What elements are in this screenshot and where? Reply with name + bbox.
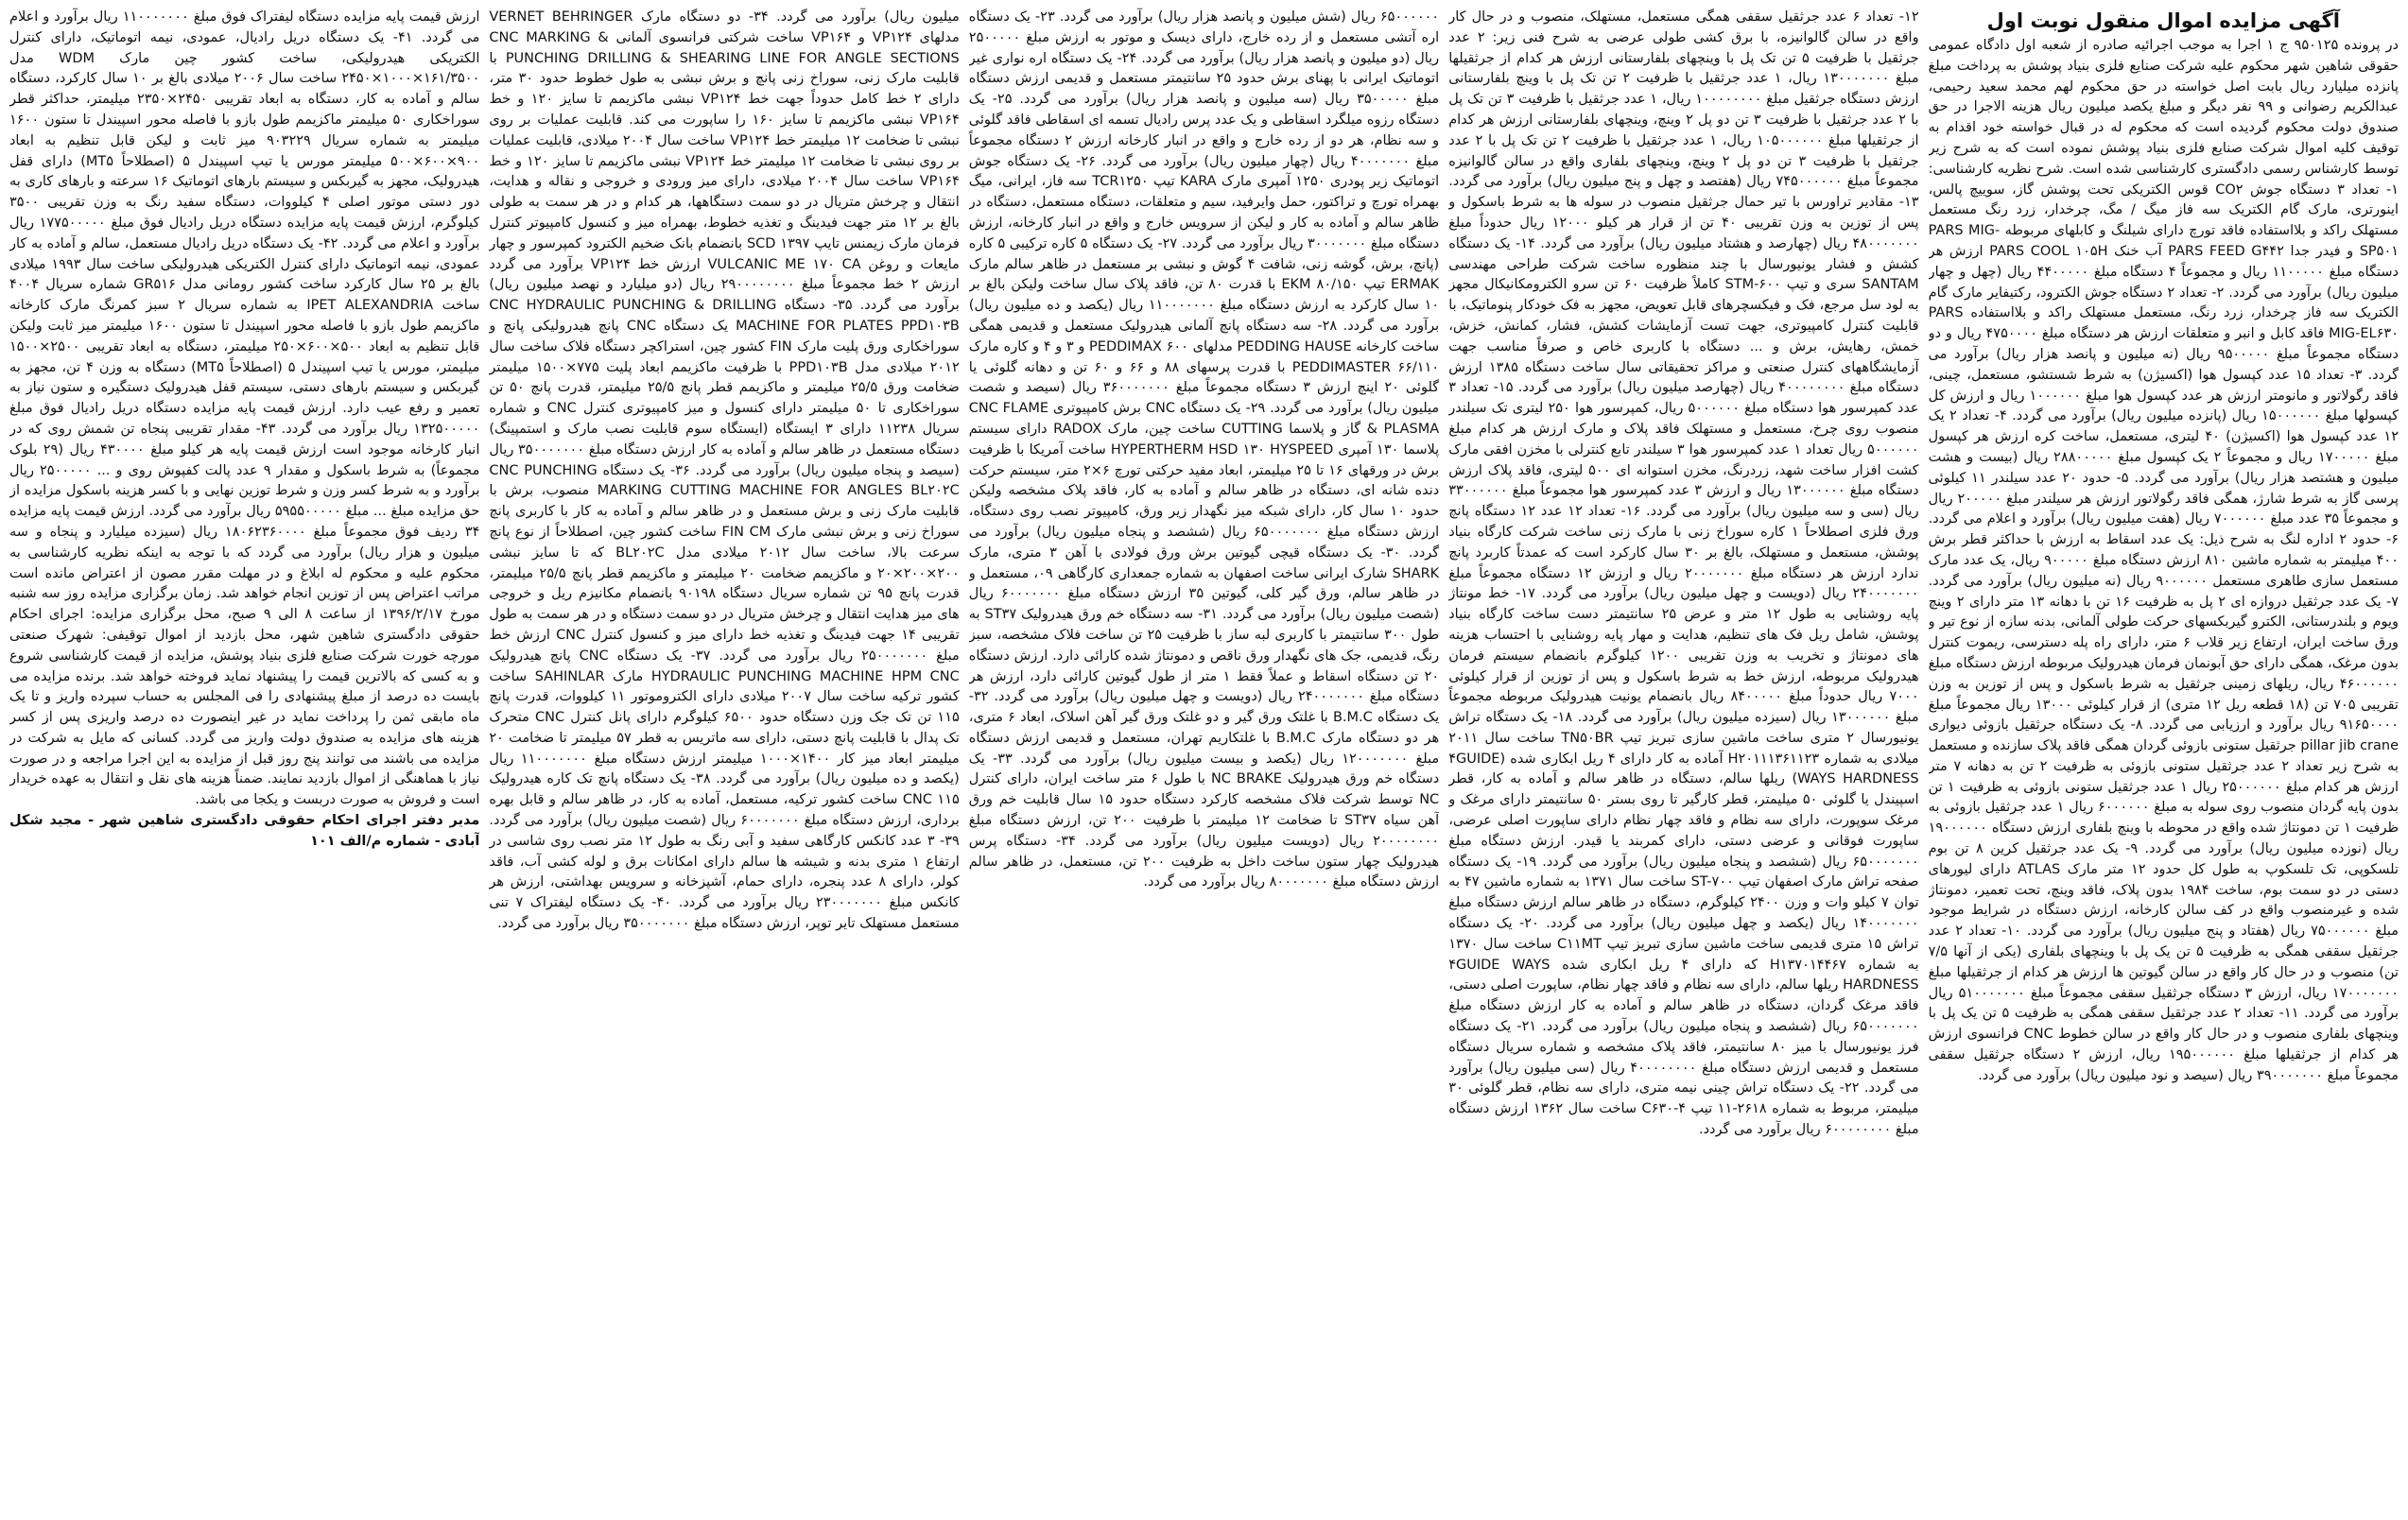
notice-column-3-text: ۶۵۰۰۰۰۰۰ ریال (شش میلیون و پانصد هزار ریال) برآورد می گردد. ۲۳- یک دستگاه اره آتشی مستعمل و از رده خارج، دارای دیسک و موتور به ارزش مبلغ ۲۵۰۰۰۰۰ ریال (دو میلیون و پانصد هزار ریال) برآورد می گردد. ۲۴- یک دستگاه اره نواری غیر اتوماتیک ایرانی با پهنای برش حدود ۲۵ سانتیمتر مستعمل و قدیمی ارزش دستگاه مبلغ ۳۵۰۰۰۰۰ ریال (سه میلیون و پانصد هزار ریال) برآورد می گردد. ۲۵- یک دستگاه رزوه میلگرد اسقاطی و یک عدد پرس رادیال تسمه ای اسقاطی فاقد گلوئی و سه نظام، هر دو از رده خارج و واقع در انبار کارخانه ارزش ۲ دستگاه مجموعاً مبلغ ۴۰۰۰۰۰۰۰ ریال (چهار میلیون ریال) برآورد می گردد. ۲۶- یک دستگاه جوش اتوماتیک زیر پودری ۱۲۵۰ آمپری مارک KARA تیپ TCR۱۲۵۰ سه فاز، ایرانی، میگ بهمراه تورچ و تراکتور، حمل وایرفید، سیم و متعلقات، دستگاه مستعمل، دستگاه در ظاهر سالم و آماده به کار و لیکن از سرویس خارج و واقع در انبار کارخانه، ارزش دستگاه مبلغ ۳۰۰۰۰۰۰۰ ریال برآورد می گردد. ۲۷- یک دستگاه ۵ کاره ترکیبی ۵ کاره (پانچ، برش، گوشه زنی، شافت ۴ گوش و نبشی بر مستعمل در ظاهر سالم مارک ERMAK تیپ EKM ۸۰/۱۵۰ با قدرت ۸۰ تن، فاقد پلاک سال ساخت ولیکن بالغ بر ۱۰ سال کارکرد به ارزش دستگاه مبلغ ۱۱۰۰۰۰۰۰۰ ریال (یکصد و ده میلیون ریال) برآورد می گردد. ۲۸- سه دستگاه پانچ آلمانی هیدرولیک مستعمل و قدیمی همگی ساخت کارخانه PEDDING HAUSE مدلهای PEDDIMAX ۶۰۰ و ۳ و ۴ و کاره مارک PEDDIMASTER ۶۶/۱۱۰ با قدرت پرسهای ۸۸ و ۶۶ و ۶۰ تن و دهانه گلوئی یا گلوئی ۲۰ اینچ ارزش ۳ دستگاه مجموعاً مبلغ ۳۶۰۰۰۰۰۰۰ ریال (سیصد و شصت میلیون ریال) برآورد می گردد. ۲۹- یک دستگاه CNC برش کامپیوتری CNC FLAME & PLASMA گاز و پلاسما CUTTING ساخت چین، مارک RADOX دارای سیستم پلاسما ۱۳۰ آمپری HYPERTHERM HSD ۱۳۰ HYSPEED ساخت آمریکا با ظرفیت برش در ورقهای ۱۶ تا ۲۵ میلیمتر، ابعاد مفید حرکتی تورچ ۶×۲ متر، سیستم حرکت دنده شانه ای، دستگاه در ظاهر سالم و آماده به کار، فاقد پلاک مشخصه ولیکن حدود ۱۰ سال کار، دارای شبکه میز نگهدار زیر ورق، کامپیوتر نصب روی دستگاه، ارزش دستگاه مبلغ ۶۵۰۰۰۰۰۰۰ ریال (ششصد و پنجاه میلیون ریال) برآورد می گردد. ۳۰- یک دستگاه قیچی گیوتین برش ورق فولادی با آهن ۳ متری، مارک SHARK شارک ایرانی ساخت اصفهان به شماره جمعداری کارگاهی ۰۹، مستعمل و در ظاهر سالم، ورق گیر کلی، گیوتین ۳۵ ارزش دستگاه مبلغ ۶۰۰۰۰۰۰۰ ریال (شصت میلیون ریال) برآورد می گردد. ۳۱- سه دستگاه خم ورق هیدرولیک ST۳۷ به طول ۳۰۰ سانتیمتر با کاربری لبه ساز با ظرفیت ۲۵ تن ساخت فلاک مشخصه، سبز رنگ، قدیمی، جک های نگهدار ورق ناقص و دمونتاژ شده کارائی دارد. ارزش دستگاه ۲۰ تن دستگاه اسقاط و عملاً فقط ۱ متر از طول گیوتین کارائی دارد، ارزش هر دستگاه مبلغ ۲۴۰۰۰۰۰۰۰ ریال (دویست و چهل میلیون ریال) برآورد می گردد. ۳۲- یک دستگاه B.M.C با غلتک ورق گیر و دو غلتک ورق گیر آهن اسلاک، ابعاد ۶ متری، هر دو دستگاه مارک B.M.C با غلتکاریم تهران، مستعمل و قدیمی ارزش دستگاه مبلغ ۱۲۰۰۰۰۰۰۰ ریال (یکصد و بیست میلیون ریال) برآورد می گردد. ۳۳- یک دستگاه خم ورق هیدرولیک NC BRAKE با طول ۶ متر ساخت ایران، دارای کنترل NC توسط شرکت فلاک مشخصه کارکرد دستگاه حدود ۱۵ سال قابلیت خم ورق آهن سیاه ST۳۷ تا ضخامت ۱۲ میلیمتر با ظرفیت ۲۰۰ تن، ارزش دستگاه مبلغ ۲۰۰۰۰۰۰۰۰ ریال (دویست میلیون ریال) برآورد می گردد. ۳۴- دستگاه پرس هیدرولیک چهار ستون ساخت داخل به ظرفیت ۲۰۰ تن، مستعمل، در ظاهر سالم ارزش دستگاه مبلغ ۸۰۰۰۰۰۰۰ ریال برآورد می گردد. bbox=[968, 9, 1440, 890]
notice-column-4-text: میلیون ریال) برآورد می گردد. ۳۴- دو دستگاه مارک VERNET BEHRINGER مدلهای VP۱۲۴ و VP۱۶۴ ساخت شرکتی فرانسوی آلمانی & CNC MARKING PUNCHING DRILLING & SHEARING LINE FOR ANGLE SECTIONS با قابلیت مارک زنی، سوراخ زنی پانچ و برش نبشی به طول خطوط حدود ۳۰ متر، دارای ۲ خط کامل حدوداً جهت خط VP۱۲۴ نبشی ماکزیمم تا سایز ۱۲۰ و خط VP۱۶۴ نبشی ماکزیمم تا سایز ۱۶۰ را ساپورت می کند. قابلیت عملیات بر روی نبشی تا ضخامت ۱۲ میلیمتر خط VP۱۲۴ ساخت سال ۲۰۰۴ میلادی، قابلیت عملیات بر روی نبشی تا ضخامت ۱۲ میلیمتر خط VP۱۲۴ نبشی ماکزیمم تا سایز ۱۲۰ و خط VP۱۶۴ ساخت سال ۲۰۰۴ میلادی، دارای میز ورودی و خروجی و نقاله و هدایت، انتقال و چرخش متریال در دو سمت دستگاهها، هر کدام و در هر سمت به طولی بالغ بر ۱۲ متر جهت فیدینگ و تغذیه خطوط، بهمراه میز و کنسول کامپیوتر کنترل فرمان مارک زیمنس تایپ SCD ۱۳۹۷ بانضمام بانک ضخیم الکترود کمپرسور و چهار مایعات و روغن VULCANIC ME ۱۷۰ CA ارزش خط VP۱۲۴ برآورد می گردد ارزش ۲ خط مجموعاً مبلغ ۲۹۰۰۰۰۰۰۰۰ ریال (دو میلیارد و نهصد میلیون ریال) برآورد می گردد. ۳۵- دستگاه CNC HYDRAULIC PUNCHING & DRILLING MACHINE FOR PLATES PPD۱۰۳B یک دستگاه CNC پانچ هیدرولیکی پانچ و سوراخکاری ورق پلیت مارک FIN کشور چین، استراکچر دستگاه فلاک ساخت سال ۲۰۱۲ میلادی مدل PPD۱۰۳B با ظرفیت ماکزیمم ابعاد پلیت ۷۷۵×۱۵۰۰ میلیمتر ضخامت ورق ۲۵/۵ میلیمتر و ماکزیمم قطر پانچ ۲۵/۵ میلیمتر، قدرت پانچ ۵۰ تن سوراخکاری تا ۵۰ میلیمتر دارای کنسول و میز کامپیوتری کنترل CNC و شماره سریال ۱۱۲۳۸ دارای ۳ ایستگاه (ایستگاه سوم قابلیت نصب مارک و استمپینگ) دستگاه مستعمل در ظاهر سالم و آماده به کار ارزش دستگاه مبلغ ۳۵۰۰۰۰۰۰۰ ریال (سیصد و پنجاه میلیون ریال) برآورد می گردد. ۳۶- یک دستگاه CNC PUNCHING MARKING CUTTING MACHINE FOR ANGLES BL۲۰۲C منصوب، برش با قابلیت مارک زنی و برش مستعمل و در ظاهر سالم و آماده به کار با کاربری پانچ سوراخ زنی و برش نبشی مارک FIN CM ساخت کشور چین، اصطلاحاً از نوع پانچ سرعت بالا، ساخت سال ۲۰۱۲ میلادی مدل BL۲۰۲C که تا سایز نبشی ۲۰۰×۲۰۰×۲۰ و ماکزیمم ضخامت ۲۰ میلیمتر و ماکزیمم قطر پانچ ۲۵/۵ میلیمتر، قدرت پانچ ۹۵ تن شماره سریال دستگاه ۹۰۱۹۸ بانضمام مکانیزم ریل و خروجی های میز هدایت انتقال و چرخش متریال در دو سمت دستگاه و در هر سمت به طول تقریبی ۱۴ جهت فیدینگ و تغذیه خط دارای میز و کنسول کنترل CNC ارزش خط مبلغ ۲۵۰۰۰۰۰۰۰ ریال برآورد می گردد. ۳۷- یک دستگاه CNC پانچ هیدرولیک HYDRAULIC PUNCHING MACHINE HPM CNC مارک SAHINLAR ساخت کشور ترکیه ساخت سال ۲۰۰۷ میلادی دارای الکتروموتور ۱۱ کیلووات، قدرت پانچ ۱۱۵ تن تک جک وزن دستگاه حدود ۶۵۰۰ کیلوگرم دارای پانل کنترل CNC متحرک تک پدال با قابلیت پانچ دستی، دارای سه ماتریس به قطر ۵۷ میلیمتر تا ضخامت ۲۰ میلیمتر ابعاد میز کار ۱۴۰۰×۱۰۰۰ میلیمتر ارزش دستگاه مبلغ ۱۱۰۰۰۰۰۰۰ ریال (یکصد و ده میلیون ریال) برآورد می گردد. ۳۸- یک دستگاه پانچ تک کاره هیدرولیک ۱۱۵ CNC ساخت کشور ترکیه، مستعمل، آماده به کار، در ظاهر سالم و قابل بهره برداری، ارزش دستگاه مبلغ ۶۰۰۰۰۰۰۰ ریال (شصت میلیون ریال) برآورد می گردد. ۳۹- ۳ عدد کانکس کارگاهی سفید و آبی رنگ به طول ۱۲ متر نصب روی شاسی در ارتفاع ۱ متری بدنه و شیشه ها سالم دارای امکانات برق و لوله کشی آب، فاقد کولر، دارای ۸ عدد پنجره، دارای حمام، آشپزخانه و سرویس بهداشتی، ارزش هر کانکس مبلغ ۲۳۰۰۰۰۰۰۰ ریال برآورد می گردد. ۴۰- یک دستگاه لیفتراک ۷ تنی مستعمل مستهلک تایر توپر، ارزش دستگاه مبلغ ۳۵۰۰۰۰۰۰۰ ریال برآورد می گردد. bbox=[489, 9, 960, 932]
notice-column-3 bbox=[969, 8, 1439, 1512]
notice-columns bbox=[9, 8, 2399, 1512]
notice-column-1-text: در پرونده ۹۵۰۱۲۵ ج ۱ اجرا به موجب اجرائیه صادره از شعبه اول دادگاه عمومی حقوقی شاهین شهر محکوم علیه شرکت صنایع فلزی بنیاد پوشش به پرداخت مبلغ پانزده میلیارد ریال بابت اصل خواسته در حق محکوم لهم محمد سعید رحیمی، عبدالکریم رضوانی و ۹۹ نفر دیگر و مبلغ یکصد میلیون ریال هزینه الاجرا در حق صندوق دولت محکوم گردیده است که محکوم له در قبال خواسته خود اقدام به توقیف کلیه اموال شرکت صنایع فلزی بنیاد پوشش نموده است که به شرح زیر توسط کارشناس رسمی دادگستری کارشناسی شده است. شرح نظریه کارشناسی: ۱- تعداد ۳ دستگاه جوش CO۲ قوس الکتریکی تحت پوشش گاز، سوییچ پالس، اینورتری، مارک گام الکتریک سه فاز میگ / مگ، چرخدار، زرد رنگ مستعمل مستهلک راکد و بلااستفاده فاقد تورچ دارای شیلنگ و کابلهای مربوطه PARS MIG-SP۵۰۱ و فیدر جدا PARS FEED G۴۴۲ آب خنک PARS COOL ۱۰۵H ارزش هر دستگاه مبلغ ۱۱۰۰۰۰۰ ریال و مجموعاً ۴ دستگاه مبلغ ۴۴۰۰۰۰۰ ریال (چهل و چهار میلیون ریال) برآورد می گردد. ۲- تعداد ۲ دستگاه جوش الکترود، رکتیفایر مارک گام الکتریک سه فاز چرخدار، زرد رنگ، مستعمل مستهلک راکد و بلااستفاده PARS MIG-EL۶۳۰ فاقد کابل و انبر و متعلقات ارزش هر دستگاه مبلغ ۴۷۵۰۰۰۰ ریال و دو دستگاه مجموعاً مبلغ ۹۵۰۰۰۰۰ ریال (نه میلیون و پانصد هزار ریال) برآورد می گردد. ۳- تعداد ۱۵ عدد کپسول هوا (اکسیژن) به شرط شستشو، مستعمل، چینی، فاقد رگولاتور و مانومتر ارزش هر عدد کپسول هوا مبلغ ۱۰۰۰۰۰۰ ریال و ارزش کل کپسولها مبلغ ۱۵۰۰۰۰۰۰ ریال (پانزده میلیون ریال) برآورد می گردد. ۴- تعداد ۲ یک ۱۲ عدد کپسول هوا (اکسیژن) ۴۰ لیتری، مستعمل، ساخت کره ارزش هر کپسول مبلغ ۱۷۰۰۰۰۰ ریال و مجموعاً ۲ یک کپسول مبلغ ۲۸۸۰۰۰۰۰ ریال (بیست و هشت میلیون و هشتصد هزار ریال) برآورد می گردد. ۵- حدود ۲۰ عدد سیلندر ۱۱ کیلوئی پرسی گاز به شرط شارژ، همگی فاقد رگولاتور ارزش هر سیلندر مبلغ ۲۰۰۰۰۰ ریال و مجموعاً ۳۵ عدد مبلغ ۷۰۰۰۰۰۰ ریال (هفت میلیون ریال) برآورد و اعلام می گردد. ۶- حدود ۲ اداره لنگ به شرح ذیل: یک عدد اسقاط به ارزش با حداکثر قطر برش ۴۰۰ میلیمتر به شماره ماشین ۸۱۰ ارزش دستگاه مبلغ ۹۰۰۰۰۰ ریال، یک عدد مارک مستعمل سازی طاهری مستعمل ۹۰۰۰۰۰۰ ریال (نه میلیون ریال) برآورد می گردد. ۷- یک عدد جرثقیل دروازه ای ۲ پل به ظرفیت ۱۶ تن با دهانه ۱۳ متر دارای ۲ وینچ ویوم و بلندرستانی، الکترو گیربکسهای حرکت طولی آلمانی، بدنه سازه از نوع تیر و ورق ساخت ایران، ارتفاع زیر قلاب ۶ متر، دارای راه پله دسترسی، ریموت کنترل بدون مرغک، همگی دارای حق آبونمان فرمان هیدرولیک مربوطه ارزش دستگاه مبلغ ۴۶۰۰۰۰۰۰ ریال، ریلهای زمینی جرثقیل به شرط باسکول و پس از توزین به وزن تقریبی ۷۰۵ تن (۱۸ قطعه ریل ۱۲ متری) از قرار کیلوئی ۱۳۰۰۰ ریال مجموعاً مبلغ ۹۱۶۵۰۰۰۰ ریال برآورد و ارزیابی می گردد. ۸- یک دستگاه جرثقیل بازوئی دیواری pillar jib crane جرثقیل ستونی بازوئی گردان همگی فاقد پلاک سازنده و مستعمل به شرح زیر تعداد ۲ عدد جرثقیل ستونی بازوئی به ظرفیت ۲ تن به دهانه ۷ متر ارزش هر کدام مبلغ ۲۵۰۰۰۰۰۰ ریال ۱ عدد جرثقیل ستونی بازوئی به ظرفیت ۱ تن بدون پایه گردان منصوب روی سوله به مبلغ ۶۰۰۰۰۰۰ ریال ۱ عدد جرثقیل بازوئی به ظرفیت ۱ تن دمونتاژ شده واقع در محوطه با وینچ بلفاری ارزش دستگاه ۱۹۰۰۰۰۰۰ ریال (نوزده میلیون ریال) برآورد می گردد. ۹- یک عدد جرثقیل کرین ۸ تن بوم تلسکوپی، تک تلسکوپ به طول کل حدود ۱۲ متر مارک ATLAS دارای لیورهای دستی در دو سمت بوم، ساخت ۱۹۸۴ بدون پلاک، فاقد وینچ، تحت تعمیر، دمونتاژ شده و غیرمنصوب واقع در کف سالن کارخانه، ارزش دستگاه در شرایط موجود مبلغ ۷۵۰۰۰۰۰۰ ریال (هفتاد و پنج میلیون ریال) برآورد می گردد. ۱۰- تعداد ۲ عدد جرثقیل سقفی همگی به ظرفیت ۵ تن یک پل با وینچهای بلفاری (یکی از آنها ۷/۵ تن) منصوب و در حال کار واقع در سالن گیوتین ها ارزش هر کدام از جرثقیلها مبلغ ۱۷۰۰۰۰۰۰۰ ریال، ارزش ۳ دستگاه جرثقیل سقفی مجموعاً مبلغ ۵۱۰۰۰۰۰۰۰ ریال برآورد می گردد. ۱۱- تعداد ۲ عدد جرثقیل سقفی همگی به ظرفیت ۵ تن یک پل با وینچهای بلفاری منصوب و در حال کار واقع در سالن خطوط CNC فرانسوی ارزش هر کدام از جرثقیلها مبلغ ۱۹۵۰۰۰۰۰۰ ریال، ارزش ۲ دستگاه جرثقیل سقفی مجموعاً مبلغ ۳۹۰۰۰۰۰۰۰ ریال (سیصد و نود میلیون ریال) برآورد می گردد. bbox=[1928, 38, 2399, 1083]
notice-column-2 bbox=[1448, 8, 1918, 1512]
notice-signature: مدیر دفتر اجرای احکام حقوقی دادگستری شاهین شهر - مجید شکل آبادی - شماره م/الف ۱۰۱ bbox=[9, 813, 480, 849]
notice-column-2-text: ۱۲- تعداد ۶ عدد جرثقیل سقفی همگی مستعمل، مستهلک، منصوب و در حال کار واقع در سالن گالوانیزه، با برق کشی طولی عرضی به شرح فنی زیر: ۲ عدد جرثقیل با ظرفیت ۵ تن تک پل با وینچهای بلفارستانی ارزش هر کدام از جرثقیلها مبلغ ۱۳۰۰۰۰۰۰۰ ریال، ۱ عدد جرثقیل با ظرفیت ۲ تن تک پل با وینچ بلفارستانی ارزش دستگاه جرثقیل مبلغ ۱۰۰۰۰۰۰۰۰ ریال، ۱ عدد جرثقیل با ظرفیت ۳ تن تک پل با ۲ عدد جرثقیل با ظرفیت ۳ تن دو پل ۲ وینچ، وینچهای بلفارستانی ارزش هر کدام از جرثقیلها مبلغ ۱۰۵۰۰۰۰۰۰ ریال، ۱ عدد جرثقیل با ظرفیت ۲ تن تک پل با ۲ عدد جرثقیل با ظرفیت ۳ تن دو پل ۲ وینچ، وینچهای بلفاری واقع در سالن گالوانیزه مجموعاً مبلغ ۷۴۵۰۰۰۰۰۰ ریال (هفتصد و چهل و پنج میلیون ریال) برآورد می گردد. ۱۳- مقادیر تراورس با تیر حمال جرثقیل منصوب در سوله ها به شرط باسکول و پس از توزین به وزن تقریبی ۴۰ تن از قرار هر کیلو ۱۲۰۰۰ ریال حدوداً مبلغ ۴۸۰۰۰۰۰۰۰ ریال (چهارصد و هشتاد میلیون ریال) برآورد می گردد. ۱۴- یک دستگاه کشش و فشار یونیورسال با چند منظوره ساخت شرکت طراحی مهندسی SANTAM سری و تیپ STM-۶۰۰ کاملاً ظرفیت ۶۰ تن سرو الکترومکانیکال مجهز به لود سل مرجع، فک و فیکسچرهای قابل تعویض، مجهز به فک خودکار پنوماتیک، با قابلیت کنترل کامپیوتری، جهت تست آزمایشات کشش، فشار، کمانش، خزش، خمش، رهایش، برش و ... دستگاه با کاربری خاص و صرفاً مناسب جهت آزمایشگاههای کنترل صنعتی و مراکز تحقیقاتی سال ساخت دستگاه ۱۳۸۵ ارزش دستگاه مبلغ ۴۰۰۰۰۰۰۰۰ ریال (چهارصد میلیون ریال) برآورد می گردد. ۱۵- تعداد ۳ عدد کمپرسور هوا دستگاه مبلغ ۵۰۰۰۰۰۰ ریال، کمپرسور هوا ۲۵۰ لیتری تک سیلندر منصوب روی چرخ، مستعمل و مستهلک فاقد پلاک و مارک ارزش هر کدام مبلغ ۵۰۰۰۰۰۰ ریال تعداد ۱ عدد کمپرسور هوا ۳ سیلندر تابع کنترلی با مخزن افقی مارک کشت افزار ساخت شهد، زردرنگ، مخزن استوانه ای ۵۰۰ لیتری، فاقد پلاک ارزش دستگاه مبلغ ۱۳۰۰۰۰۰۰ ریال و ارزش ۳ عدد کمپرسور هوا مجموعاً مبلغ ۳۳۰۰۰۰۰۰ ریال (سی و سه میلیون ریال) برآورد می گردد. ۱۶- تعداد ۱۲ عدد ۱۲ دستگاه پانچ ورق فلزی اصطلاحاً ۱ کاره سوراخ زنی با مارک زنی ساخت شرکت کارگاه بنیاد پوشش، مستعمل و مستهلک، بالغ بر ۳۰ سال کارکرد است که عمدتاً کاربرد پانچ ندارد ارزش هر دستگاه مبلغ ۲۰۰۰۰۰۰۰ ریال و ارزش ۱۲ دستگاه مجموعاً مبلغ ۲۴۰۰۰۰۰۰۰ ریال (دویست و چهل میلیون ریال) برآورد می گردد. ۱۷- خط مونتاژ پایه روشنایی به طول ۱۲ متر و عرض ۲۵ سانتیمتر دست ساخت کارگاه بنیاد پوشش، شامل ریل فک های تنظیم، هدایت و مهار پایه روشنایی با احتساب هزینه های دمونتاژ و تخریب به وزن تقریبی ۱۲۰۰ کیلوگرم بانضمام سیستم فرمان هیدرولیک مربوطه، ارزش خط به شرط باسکول و پس از توزین از قرار کیلوئی ۷۰۰۰ ریال حدوداً مبلغ ۸۴۰۰۰۰۰ ریال بانضمام یونیت هیدرولیک مربوطه مجموعاً مبلغ ۱۳۰۰۰۰۰۰ ریال (سیزده میلیون ریال) برآورد می گردد. ۱۸- یک دستگاه تراش یونیورسال ۲ متری ساخت ماشین سازی تبریز تیپ TN۵۰BR ساخت سال ۲۰۱۱ میلادی به شماره H۲۰۱۱۱۳۶۱۱۲۳ آماده به کار دارای ۴ ریل ابکاری شده (۴GUIDE WAYS HARDNESS) ریلها سالم، دستگاه در ظاهر سالم و آماده به کار، قطر اسپیندل یا گلوئی ۵۰ میلیمتر، قطر کارگیر تا روی بستر ۵۰ سانتیمتر دارای مرغک و مرغک سوپورت، دارای سه نظام و فاقد چهار نظام دارای ساپورت اصلی عرضی، ساپورت فوقانی و عرضی دستی، دارای کمربند یا قیدر. ارزش دستگاه مبلغ ۶۵۰۰۰۰۰۰۰ ریال (ششصد و پنجاه میلیون ریال) برآورد می گردد. ۱۹- یک دستگاه صفحه تراش مارک اصفهان تیپ ST-۷۰۰ ساخت سال ۱۳۷۱ به شماره ماشین ۴۷ به توان ۷ کیلو وات و وزن ۲۴۰۰ کیلوگرم، دستگاه در ظاهر سالم ارزش دستگاه مبلغ ۱۴۰۰۰۰۰۰۰ ریال (یکصد و چهل میلیون ریال) برآورد می گردد. ۲۰- یک دستگاه تراش ۱۵ متری قدیمی ساخت ماشین سازی تبریز تیپ C۱۱MT ساخت سال ۱۳۷۰ به شماره H۱۳۷۰۱۴۴۶۷ که دارای ۴ ریل ابکاری شده ۴GUIDE WAYS HARDNESS ریلها سالم، دارای سه نظام و فاقد چهار نظام، ساپورت اصلی دستی، فاقد مرغک گردان، دستگاه در ظاهر سالم و آماده به کار ارزش دستگاه مبلغ ۶۵۰۰۰۰۰۰۰ ریال (ششصد و پنجاه میلیون ریال) برآورد می گردد. ۲۱- یک دستگاه فرز یونیورسال با میز ۸۰ سانتیمتر، فاقد پلاک مشخصه و شماره سریال دستگاه مستعمل و قدیمی ارزش دستگاه مبلغ ۴۰۰۰۰۰۰۰۰ ریال (سی میلیون ریال) برآورد می گردد. ۲۲- یک دستگاه تراش چینی نیمه متری، دارای سه نظام، قطر گلوئی ۳۰ میلیمتر، مربوط به شماره ۲۶۱۸-۱۱ تیپ C۶۳۰-۴ ساخت سال ۱۳۶۲ ارزش دستگاه مبلغ ۶۰۰۰۰۰۰۰۰ ریال برآورد می گردد. bbox=[1448, 9, 1919, 1138]
notice-column-1 bbox=[1929, 8, 2399, 1512]
notice-column-4 bbox=[489, 8, 959, 1512]
notice-heading: آگهی مزایده اموال منقول نوبت اول bbox=[1986, 9, 2340, 32]
notice-column-5 bbox=[9, 8, 479, 1512]
notice-column-5-text: ارزش قیمت پایه مزایده دستگاه لیفتراک فوق مبلغ ۱۱۰۰۰۰۰۰۰ ریال برآورد و اعلام می گردد. ۴۱- یک دستگاه دریل رادیال، عمودی، نیمه اتوماتیک، دارای کنترل الکتریکی هیدرولیکی، ساخت کشور چین مارک WDM مدل ۱۶۱/۳۵۰۰×۱۰۰۰×۲۴۵۰ ساخت سال ۲۰۰۶ میلادی بالغ بر ۱۰ سال کارکرد، دستگاه سالم و آماده به کار، دستگاه به ابعاد تقریبی ۲۴۵۰×۲۳۵۰ میلیمتر، حداکثر قطر سوراخکاری ۵۰ میلیمتر ماکزیمم طول بازو با فاصله محور اسپیندل تا ستون ۱۶۰۰ میلیمتر به شماره سریال ۹۰۳۲۲۹ میز ثابت و لیکن قابل تنظیم به ابعاد ۹۰۰×۶۰۰×۵۰۰ میلیمتر مورس یا تیپ اسپیندل ۵ (اصطلاحاً MT۵) دارای قفل هیدرولیک، مجهز به گیربکس و سیستم بارهای اتوماتیک ۱۶ سرعته و بارهای کاری به دور دستی موتور اصلی ۴ کیلووات، دستگاه سفید رنگ به وزن تقریبی ۳۵۰۰ کیلوگرم، ارزش قیمت پایه مزایده دستگاه دریل رادیال فوق مبلغ ۱۷۷۵۰۰۰۰۰ ریال برآورد و اعلام می گردد. ۴۲- یک دستگاه دریل رادیال مستعمل، سالم و آماده به کار عمودی، نیمه اتوماتیک دارای کنترل الکتریکی هیدرولیکی ساخت سال ۱۹۹۳ میلادی بالغ بر ۲۵ سال کارکرد ساخت کشور رومانی مدل GR۵۱۶ شماره سریال ۴۰۰۴ ساخت IPET ALEXANDRIA به شماره سریال ۲ سبز کمرنگ مارک کارخانه ماکزیمم طول بازو با فاصله محور اسپیندل تا ستون ۱۶۰۰ میلیمتر میز ثابت ولیکن قابل تنظیم به ابعاد ۵۰۰×۶۰۰×۲۵۰ میلیمتر، دستگاه به ابعاد تقریبی ۲۵۰۰×۱۵۰۰ میلیمتر، مورس یا تیپ اسپیندل ۵ (اصطلاحاً MT۵) دستگاه به وزن ۴ تن، مجهز به گیربکس و سیستم بارهای دستی، سیستم قفل هیدرولیک دستگیره و ستون نیاز به تعمیر و رفع عیب دارد. ارزش قیمت پایه مزایده دستگاه دریل رادیال فوق مبلغ ۱۳۲۵۰۰۰۰۰ ریال برآورد می گردد. ۴۳- مقدار تقریبی پنجاه تن شمش روی که در انبار کارخانه موجود است ارزش قیمت پایه هر کیلو مبلغ ۴۳۰۰۰۰ ریال (۲۹ بلوک مجموعاً) به شرط باسکول و مقدار ۹ عدد پالت کفپوش روی و ... ۲۵۰۰۰۰۰ ریال برآورد و به شرط کسر وزن و شرط توزین نهایی و با کسر هزینه باسکول مزایده از حق مزایده مبلغ ... مبلغ ۵۹۵۵۰۰۰۰۰ ریال برآورد می گردد. ارزش قیمت پایه مزایده ۳۴ ردیف فوق مجموعاً مبلغ ۱۸۰۶۲۳۶۰۰۰۰ ریال (سیزده میلیارد و پنجاه و سه میلیون و هزار ریال) برآورد می گردد که با توجه به اینکه نظریه کارشناسی به محکوم علیه و محکوم له ابلاغ و در مهلت مقرر مصون از اعتراض مانده است مراتب اعتراض پس از توزین انجام خواهد شد. زمان برگزاری مزایده روز سه شنبه مورخ ۱۳۹۶/۲/۱۷ از ساعت ۸ الی ۹ صبح، محل برگزاری مزایده: اجرای احکام حقوقی دادگستری شاهین شهر، محل بازدید از اموال توقیفی: شهرک صنعتی مورچه خورت شرکت صنایع فلزی بنیاد پوشش، مزایده از قیمت کارشناسی شروع و به کسی که بالاترین قیمت را پیشنهاد نماید فروخته خواهد شد. برنده مزایده می بایست ده درصد از مبلغ پیشنهادی را فی المجلس به حساب سپرده واریز و تا یک ماه مابقی ثمن را پرداخت نماید در غیر اینصورت ده درصد واریزی پس از کسر هزینه های مزایده به صندوق دولت واریز می گردد. کسانی که مایل به شرکت در مزایده می باشند می توانند پنج روز قبل از مزایده به این اجرا مراجعه و در صورت نیاز با هماهنگی از اموال بازدید نمایند. ضمناً هزینه های نقل و انتقال به عهده خریدار است و فروش به صورت دربست و یکجا می باشد. bbox=[9, 9, 480, 808]
